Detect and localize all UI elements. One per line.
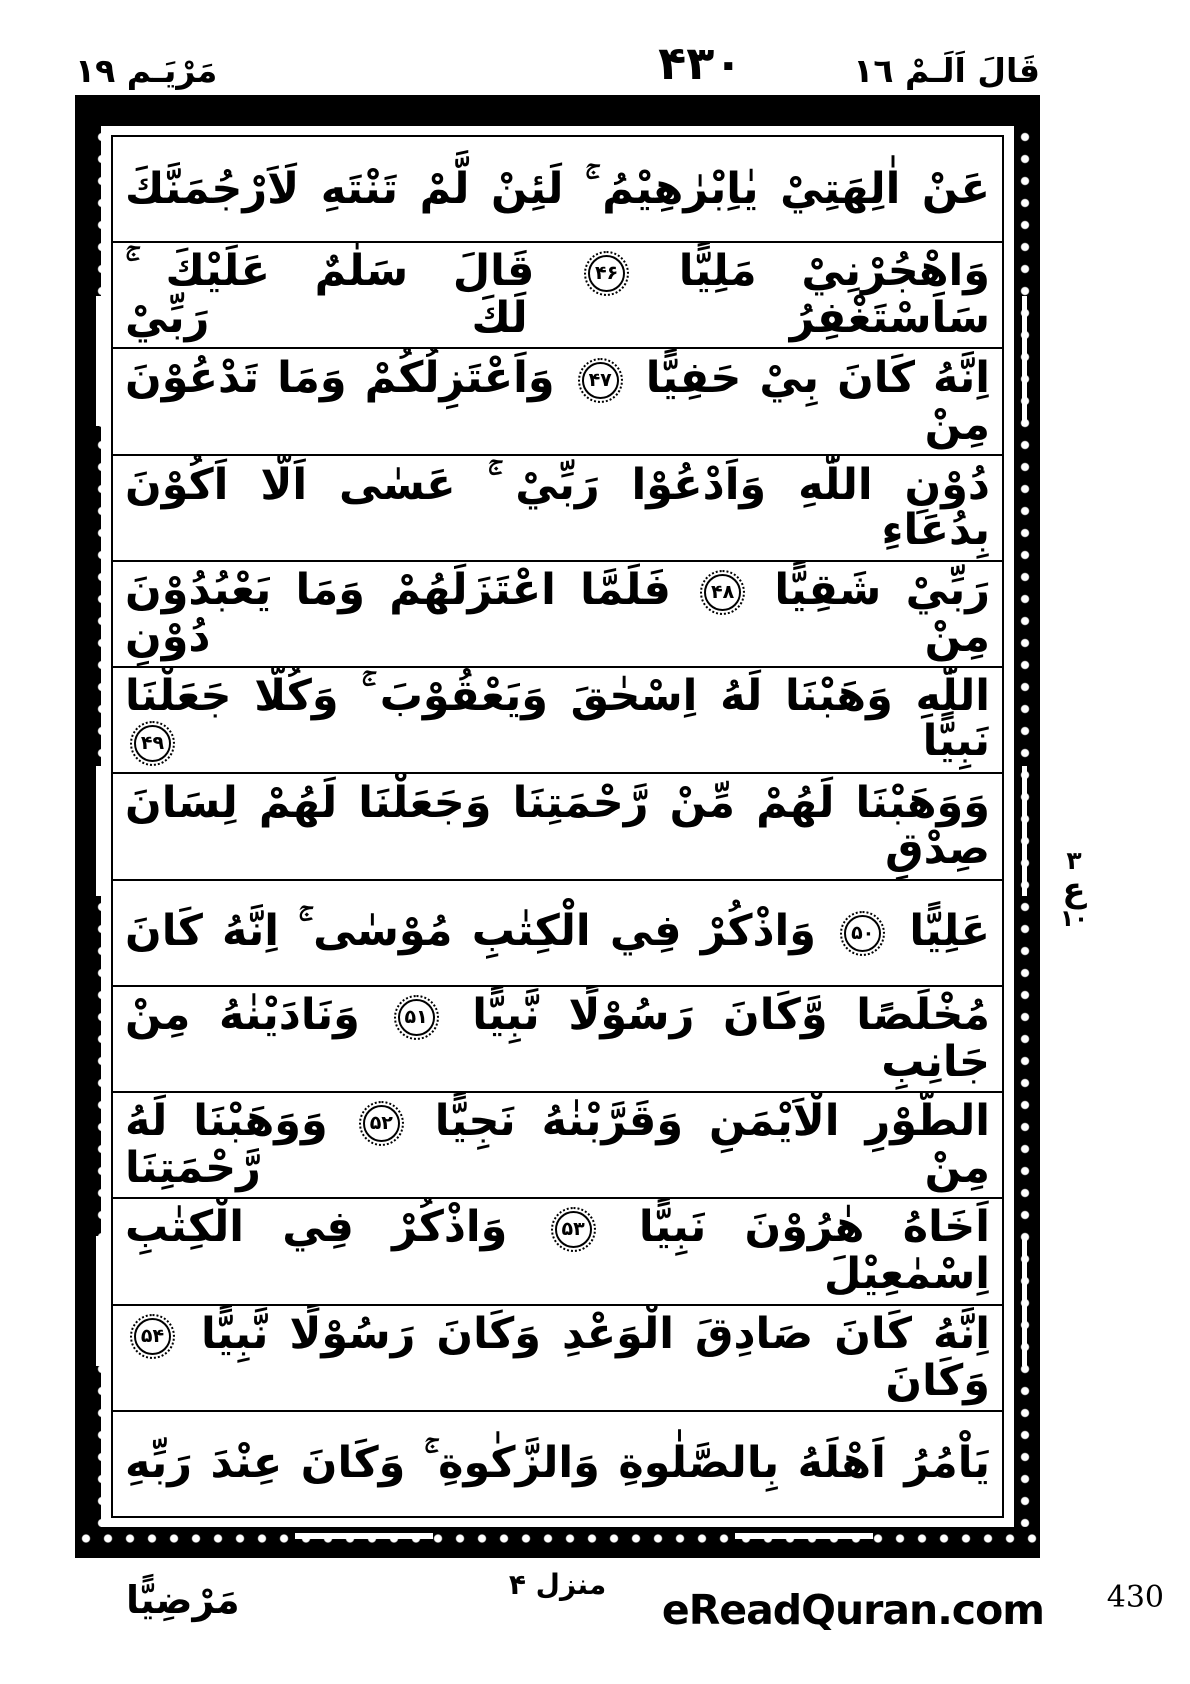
juz-label: قَالَ اَلَـمْ ١٦	[853, 51, 1040, 90]
ruku-count-top: ٣	[1066, 846, 1082, 875]
quran-line-text: عَلِيًّا ۵۰ وَاذْكُرْ فِي الْكِتٰبِ مُوْسٰى ۚ اِنَّهُ كَانَ	[125, 906, 990, 957]
decorative-frame	[75, 95, 1040, 1558]
ayah-number: ۵۴	[134, 1318, 171, 1355]
quran-line	[113, 1306, 1002, 1412]
site-watermark: eReadQuran.com	[661, 1586, 1044, 1634]
ayah-number-medallion	[840, 911, 885, 956]
frame-ornament-top	[75, 95, 1040, 126]
quran-line	[113, 1412, 1002, 1516]
ayah-number: ۴۶	[588, 255, 625, 292]
quran-line-text: اِنَّهُ كَانَ صَادِقَ الْوَعْدِ وَكَانَ رَسُوْلًا نَّبِيًّا ۵۴ وَكَانَ	[125, 1312, 990, 1404]
quran-line	[113, 668, 1002, 774]
quran-line	[113, 562, 1002, 668]
ruku-marker	[1046, 848, 1102, 932]
ayah-number: ۴۹	[134, 725, 171, 762]
quran-line-text: دُوْنِ اللّٰهِ وَاَدْعُوْا رَبِّيْ ۚ عَسٰى اَلَّا اَكُوْنَ بِدُعَاءِ	[125, 459, 990, 555]
ayah-number: ۴۸	[704, 574, 741, 611]
catchword: مَرْضِيًّا	[126, 1578, 240, 1622]
quran-line	[113, 774, 1002, 880]
page-number: 430	[1106, 1580, 1164, 1615]
manzil-label: منزل ۴	[508, 1568, 607, 1601]
quran-line-text: وَاهْجُرْنِيْ مَلِيًّا ۴۶ قَالَ سَلٰمٌ عَلَيْكَ ۚ سَاَسْتَغْفِرُ لَكَ رَبِّيْ	[125, 246, 990, 344]
quran-line	[113, 456, 1002, 562]
quran-line	[113, 243, 1002, 349]
quran-line-text: وَوَهَبْنَا لَهُمْ مِّنْ رَّحْمَتِنَا وَجَعَلْنَا لَهُمْ لِسَانَ صِدْقٍ	[125, 778, 990, 874]
quran-line	[113, 987, 1002, 1093]
ayah-number-medallion	[394, 995, 439, 1040]
page-number-arabic: ۴۳۰	[658, 36, 743, 90]
frame-ornament-right	[1014, 126, 1040, 1527]
ayah-number-medallion	[700, 570, 745, 615]
quran-line	[113, 349, 1002, 455]
ayah-number: ۵۰	[844, 915, 881, 952]
ayah-number: ۵۳	[555, 1211, 592, 1248]
ayah-number: ۵۱	[398, 999, 435, 1036]
ayah-number-medallion	[359, 1101, 404, 1146]
quran-line	[113, 137, 1002, 243]
quran-line-text: يَاْمُرُ اَهْلَهُ بِالصَّلٰوةِ وَالزَّكٰوةِ ۚ وَكَانَ عِنْدَ رَبِّهِ	[125, 1438, 990, 1489]
ayah-number-medallion	[130, 721, 175, 766]
frame-ornament-bottom	[75, 1527, 1040, 1558]
quran-line	[113, 881, 1002, 987]
surah-label: مَرْيَـم ١٩	[75, 51, 218, 90]
frame-ornament-left	[75, 126, 101, 1527]
quran-line-text: رَبِّيْ شَقِيًّا ۴۸ فَلَمَّا اعْتَزَلَهُمْ وَمَا يَعْبُدُوْنَ مِنْ دُوْنِ	[125, 564, 990, 662]
page-header	[75, 26, 1040, 90]
quran-line-text: اللّٰهِ وَهَبْنَا لَهُ اِسْحٰقَ وَيَعْقُوْبَ ۚ وَكُلًّا جَعَلْنَا نَبِيًّا ۴۹	[125, 671, 990, 767]
quran-line	[113, 1199, 1002, 1305]
ayah-number: ۵۲	[363, 1105, 400, 1142]
quran-line-text: الطُّوْرِ الْاَيْمَنِ وَقَرَّبْنٰهُ نَجِيًّا ۵۲ وَوَهَبْنَا لَهُ مِنْ رَّحْمَتِنَا	[125, 1096, 990, 1194]
quran-line-text: مُخْلَصًا وَّكَانَ رَسُوْلًا نَّبِيًّا ۵۱ وَنَادَيْنٰهُ مِنْ جَانِبِ	[125, 989, 990, 1087]
ayah-number-medallion	[130, 1314, 175, 1359]
quran-lines	[113, 137, 1002, 1516]
quran-line-text: اَخَاهُ هٰرُوْنَ نَبِيًّا ۵۳ وَاذْكُرْ فِي الْكِتٰبِ اِسْمٰعِيْلَ	[125, 1202, 990, 1300]
quran-line-text: عَنْ اٰلِهَتِيْ يٰاِبْرٰهِيْمُ ۚ لَئِنْ لَّمْ تَنْتَهِ لَاَرْجُمَنَّكَ	[125, 163, 990, 214]
ruku-ain-symbol: ع	[1062, 870, 1086, 910]
quran-line-text: اِنَّهُ كَانَ بِيْ حَفِيًّا ۴۷ وَاَعْتَزِلُكُمْ وَمَا تَدْعُوْنَ مِنْ	[125, 352, 990, 450]
quran-text-area	[111, 135, 1004, 1518]
ayah-number-medallion	[584, 251, 629, 296]
ayah-number-medallion	[551, 1207, 596, 1252]
quran-line	[113, 1093, 1002, 1199]
ruku-count-bottom: ١٠	[1059, 906, 1089, 932]
ayah-number-medallion	[578, 358, 623, 403]
ayah-number: ۴۷	[582, 362, 619, 399]
